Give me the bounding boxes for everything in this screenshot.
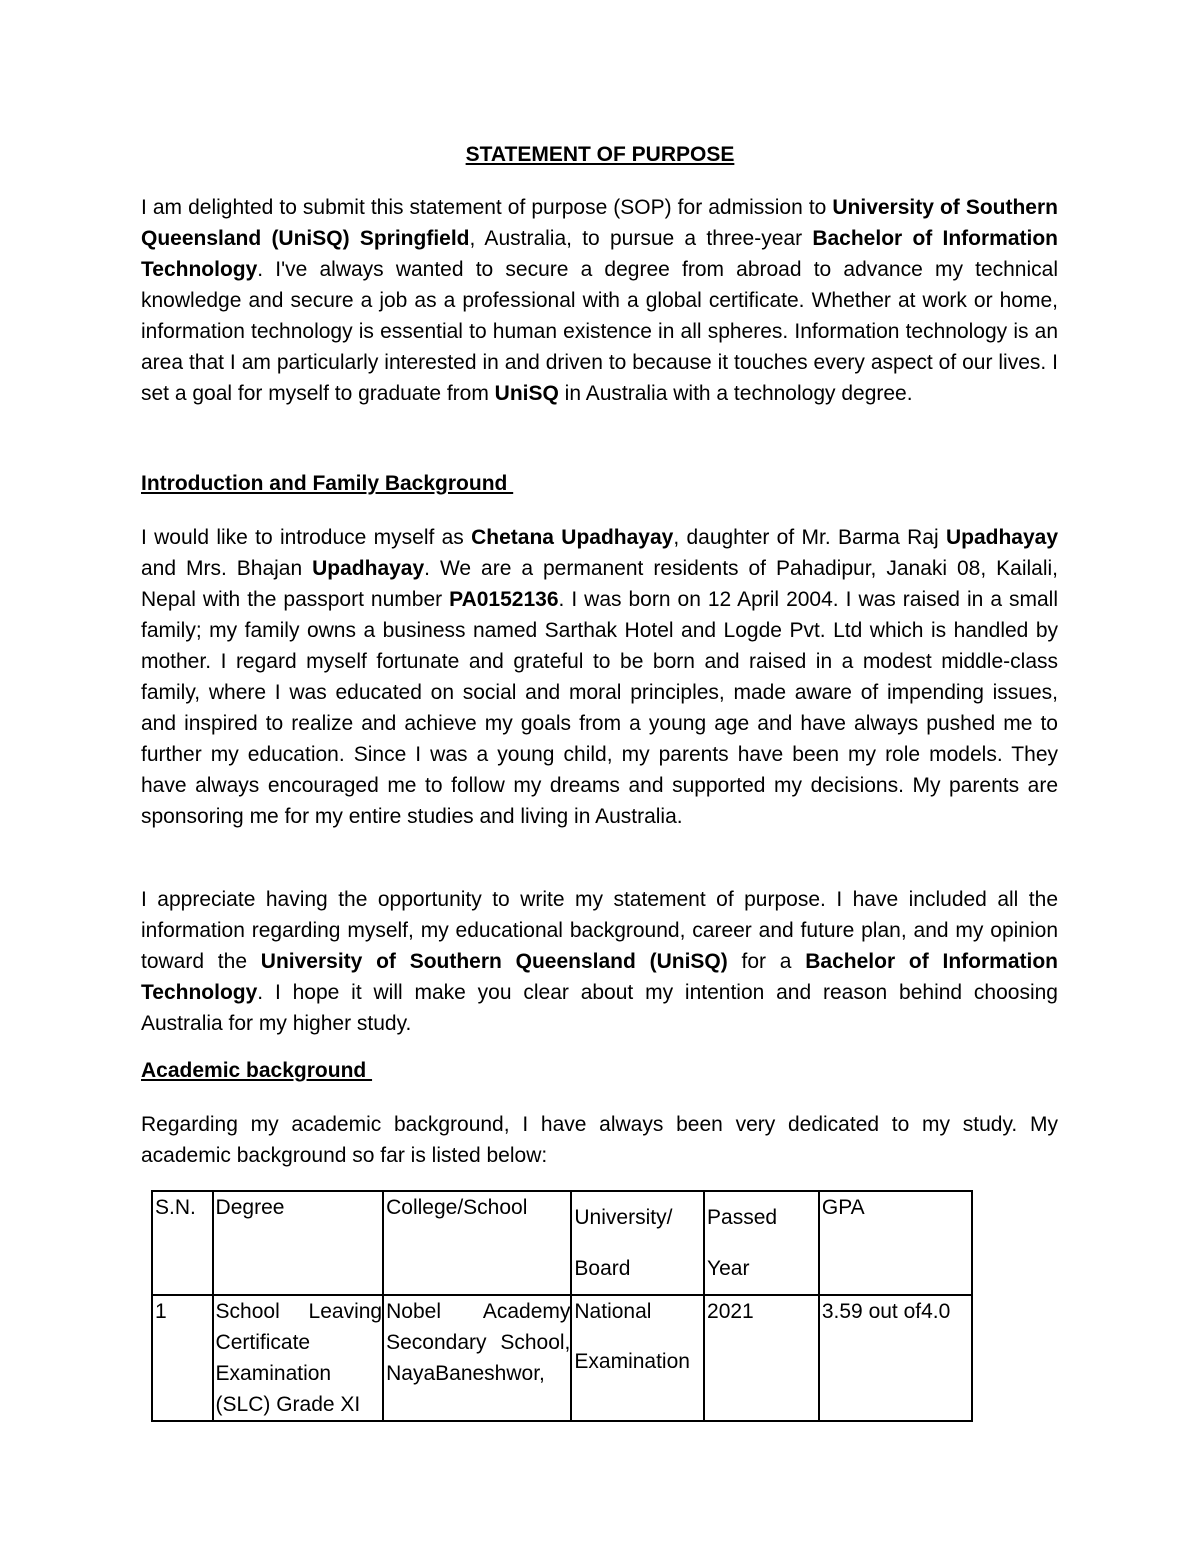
intro-paragraph: I am delighted to submit this statement of purpose (SOP) for admission to University of Southern Queensland (UniSQ) Springfield, Australia, to pursue a three-year Bachelor of Information Technology. I've always wanted to secure a degree from abroad to advance my technical knowledge and secure a job as a professional with a global certificate. Whether at work or home, information technology is essential to human existence in all spheres. Information technology is an area that I am particularly interested in and driven to because it touches every aspect of our lives. I set a goal for myself to graduate from UniSQ in Australia with a technology degree. bbox=[141, 196, 1058, 405]
academic-paragraph: Regarding my academic background, I have always been very dedicated to my study. My academic background so far is listed below: bbox=[141, 1113, 1058, 1167]
cell-sn: 1 bbox=[152, 1295, 213, 1421]
section-heading-introduction: Introduction and Family Background bbox=[141, 472, 514, 495]
applicant-name: Chetana Upadhayay bbox=[471, 526, 674, 549]
cell-college: Nobel Academy Secondary School, NayaBaneshwor, bbox=[383, 1295, 571, 1421]
cell-passed-year: 2021 bbox=[704, 1295, 819, 1421]
table-row bbox=[152, 1295, 972, 1421]
passport-number: PA0152136 bbox=[449, 588, 559, 611]
header-degree: Degree bbox=[213, 1191, 384, 1295]
family-background-paragraph: I would like to introduce myself as Chetana Upadhayay, daughter of Mr. Barma Raj Upadhayay and Mrs. Bhajan Upadhayay. We are a permanent residents of Pahadipur, Janaki 08, Kailali, Nepal with the passport number PA0152136. I was born on 12 April 2004. I was raised in a small family; my family owns a business named Sarthak Hotel and Logde Pvt. Ltd which is handled by mother. I regard myself fortunate and grateful to be born and raised in a modest middle-class family, where I was educated on social and moral principles, made aware of impending issues, and inspired to realize and achieve my goals from a young age and have always pushed me to further my education. Since I was a young child, my parents have been my role models. They have always encouraged me to follow my dreams and supported my decisions. My parents are sponsoring me for my entire studies and living in Australia. bbox=[141, 526, 1058, 828]
page-title: STATEMENT OF PURPOSE bbox=[465, 143, 735, 166]
header-gpa: GPA bbox=[819, 1191, 972, 1295]
header-college: College/School bbox=[383, 1191, 571, 1295]
header-sn: S.N. bbox=[152, 1191, 213, 1295]
section-heading-academic: Academic background bbox=[141, 1059, 373, 1082]
cell-gpa: 3.59 out of4.0 bbox=[819, 1295, 972, 1421]
table-header-row bbox=[152, 1191, 972, 1295]
header-university: University/ Board bbox=[571, 1191, 704, 1295]
academic-table bbox=[151, 1190, 973, 1422]
cell-degree: School Leaving Certificate Examination (SLC) Grade XI bbox=[213, 1295, 384, 1421]
university-abbrev: UniSQ bbox=[494, 382, 559, 405]
cell-university: National Examination bbox=[571, 1295, 704, 1421]
university-name: University of Southern Queensland (UniSQ) Springfield bbox=[141, 196, 1058, 250]
program-name: Bachelor of Information Technology bbox=[141, 227, 1058, 281]
header-passed-year: Passed Year bbox=[704, 1191, 819, 1295]
purpose-paragraph: I appreciate having the opportunity to write my statement of purpose. I have included all the information regarding myself, my educational background, career and future plan, and my opinion toward the University of Southern Queensland (UniSQ) for a Bachelor of Information Technology. I hope it will make you clear about my intention and reason behind choosing Australia for my higher study. bbox=[141, 888, 1058, 1035]
